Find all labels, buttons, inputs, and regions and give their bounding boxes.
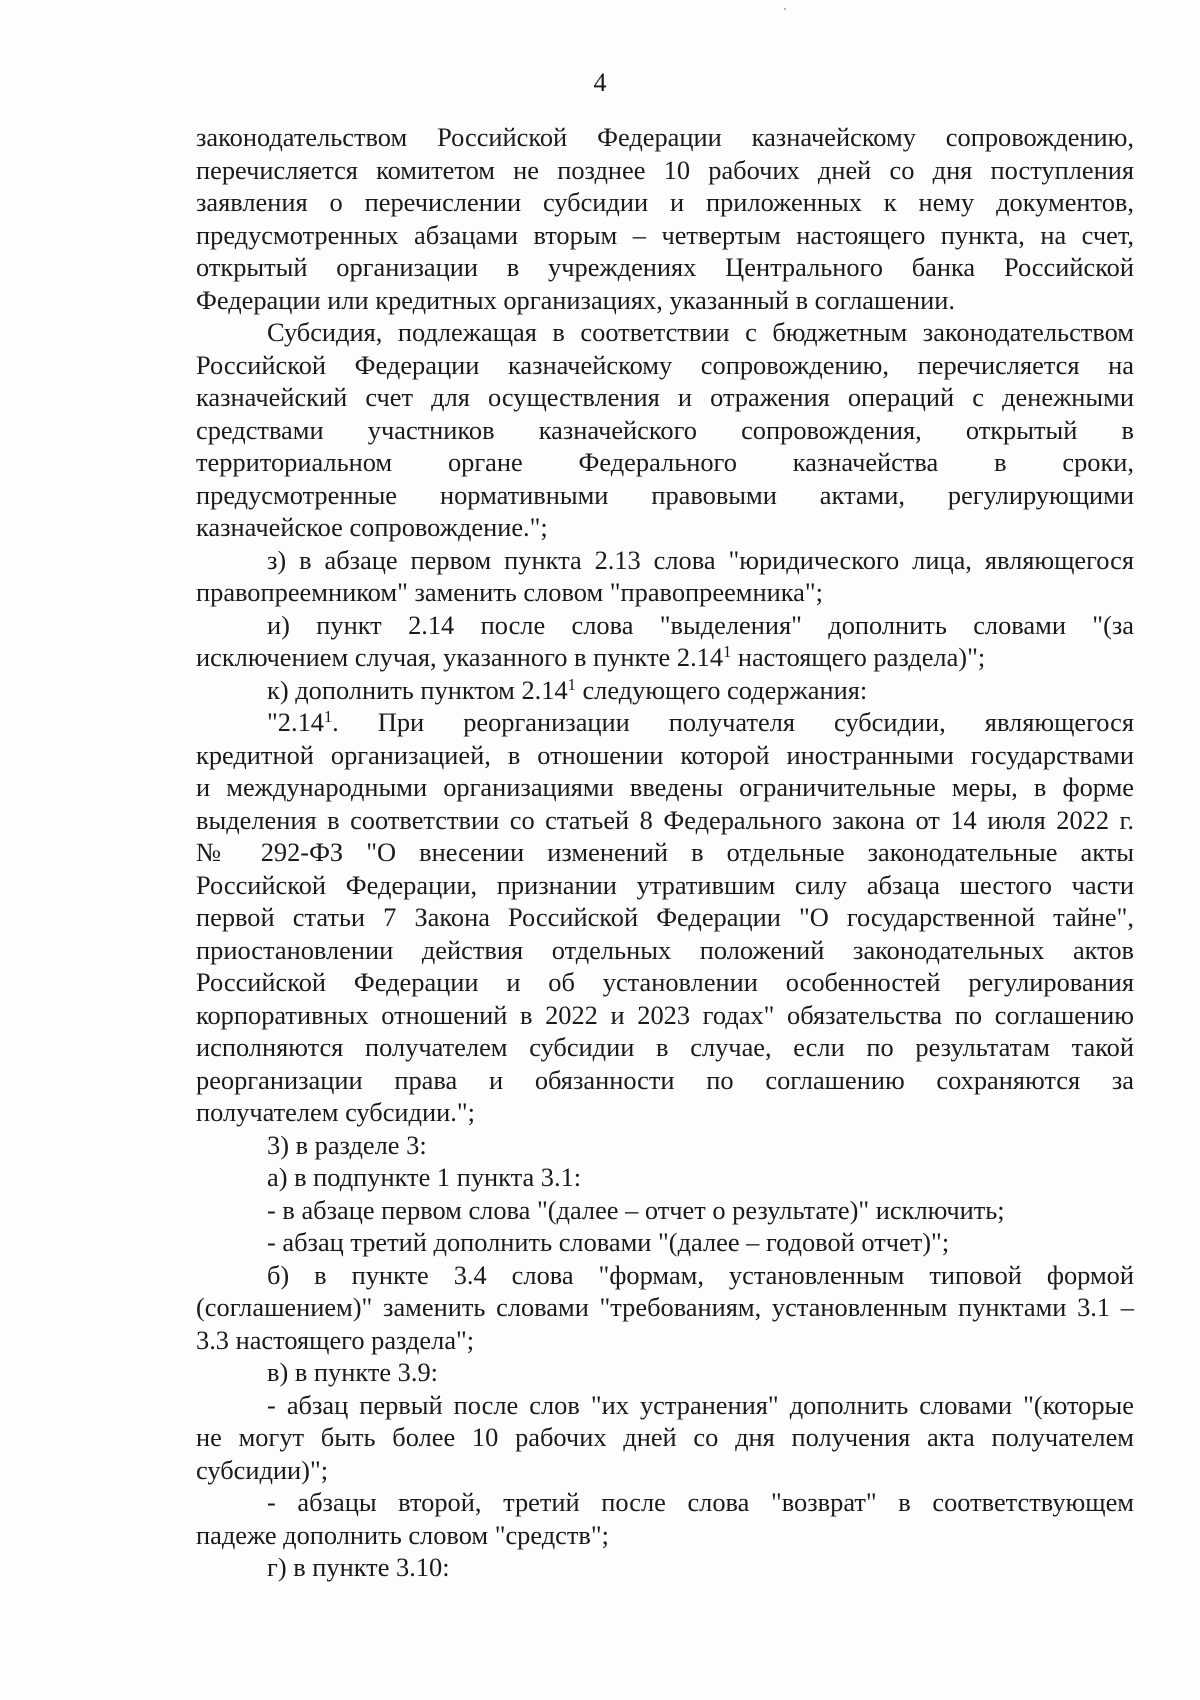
text-line: [196, 544, 1134, 577]
text-line-content: к) дополнить пунктом 2.14: [267, 674, 568, 705]
text-line: [196, 349, 1134, 382]
text-line-content: исключением случая, указанного в пункте 2.14: [196, 642, 724, 672]
text-line: [196, 739, 1134, 772]
text-line-content: падеже дополнить словом "средств";: [196, 1519, 609, 1550]
text-line: [196, 414, 1134, 447]
text-line: [196, 316, 1134, 349]
text-line-content: выделения в соответствии со статьей 8 Федерального закона от 14 июля 2022 г.: [196, 804, 1134, 835]
text-line: [196, 1064, 1134, 1097]
text-line: [196, 1421, 1134, 1454]
text-line-content: казначейское сопровождение.";: [196, 512, 548, 542]
text-line-content: кредитной организацией, в отношении которой иностранными государствами: [196, 739, 1134, 770]
text-line: [196, 836, 1134, 869]
text-line-content: 3.3 настоящего раздела";: [196, 1324, 475, 1355]
text-line-content: законодательством Российской Федерации казначейскому сопровождению,: [196, 122, 1134, 152]
superscript: 1: [323, 707, 333, 726]
text-line: [196, 479, 1134, 512]
text-line: [196, 1356, 1134, 1389]
text-line: [196, 284, 1134, 317]
text-line: [196, 1324, 1134, 1357]
text-line-content: - в абзаце первом слова "(далее – отчет о результате)" исключить;: [267, 1194, 1005, 1225]
text-line: [196, 1389, 1134, 1422]
text-line-content: предусмотренные нормативными правовыми актами, регулирующими: [196, 479, 1134, 510]
text-line-content: субсидии)";: [196, 1454, 329, 1485]
text-line: [196, 446, 1134, 479]
text-line-content: не могут быть более 10 рабочих дней со дня получения акта получателем: [196, 1422, 1134, 1452]
text-line-content: Российской Федерации казначейскому сопровождению, перечисляется на: [196, 349, 1134, 380]
text-line: [196, 1031, 1134, 1064]
text-line: [196, 186, 1134, 219]
text-line: [196, 609, 1134, 642]
text-line: [196, 1454, 1134, 1487]
text-line-content: - абзац третий дополнить словами "(далее – годовой отчет)";: [267, 1227, 950, 1257]
text-line-content: приостановлении действия отдельных положений законодательных актов: [196, 934, 1134, 965]
text-line: [196, 154, 1134, 187]
text-line-content: первой статьи 7 Закона Российской Федерации "О государственной тайне",: [196, 902, 1134, 932]
text-line-continuation: настоящего раздела)";: [731, 642, 986, 672]
text-line-content: исполняются получателем субсидии в случае, если по результатам такой: [196, 1032, 1134, 1062]
text-line: [196, 219, 1134, 252]
superscript: 1: [723, 642, 732, 661]
text-line: [196, 1486, 1134, 1519]
text-line-content: заявления о перечислении субсидии и приложенных к нему документов,: [196, 187, 1134, 217]
text-line: [196, 381, 1134, 414]
text-line-content: средствами участников казначейского сопровождения, открытый в: [196, 414, 1134, 445]
text-line-content: предусмотренных абзацами вторым – четвертым настоящего пункта, на счет,: [196, 219, 1134, 250]
text-line-continuation: . При реорганизации получателя субсидии, являющегося: [332, 707, 1134, 737]
text-line-content: в) в пункте 3.9:: [267, 1357, 438, 1387]
text-line: [196, 1129, 1134, 1162]
text-line-content: а) в подпункте 1 пункта 3.1:: [267, 1162, 582, 1192]
text-line: [196, 999, 1134, 1032]
text-line: [196, 934, 1134, 967]
text-line: [196, 576, 1134, 609]
text-line: [196, 966, 1134, 999]
text-line: [196, 1194, 1134, 1227]
text-line: [196, 1551, 1134, 1584]
text-line-continuation: следующего содержания:: [575, 674, 868, 705]
text-line-content: б) в пункте 3.4 слова "формам, установленным типовой формой: [267, 1259, 1134, 1290]
text-line: [196, 804, 1134, 837]
text-line: [196, 1226, 1134, 1259]
text-line-content: корпоративных отношений в 2022 и 2023 годах" обязательства по соглашению: [196, 999, 1134, 1030]
text-line: [196, 511, 1134, 544]
text-line: [196, 901, 1134, 934]
text-line: [196, 1291, 1134, 1324]
text-line-content: и международными организациями введены ограничительные меры, в форме: [196, 772, 1134, 802]
document-body: [196, 121, 1134, 1584]
text-line-content: правопреемником" заменить словом "правопреемника";: [196, 577, 823, 607]
text-line: [196, 1259, 1134, 1292]
text-line: [196, 674, 1134, 707]
text-line-content: и) пункт 2.14 после слова "выделения" дополнить словами "(за: [267, 609, 1134, 640]
text-line: [196, 641, 1134, 674]
text-line-content: получателем субсидии.";: [196, 1097, 475, 1127]
superscript: 1: [567, 674, 576, 694]
text-line: [196, 869, 1134, 902]
text-line-content: казначейский счет для осуществления и отражения операций с денежными: [196, 382, 1134, 412]
text-line-content: 3) в разделе 3:: [267, 1129, 427, 1160]
text-line-content: открытый организации в учреждениях Центрального банка Российской: [196, 252, 1134, 282]
page-number: 4: [593, 68, 607, 97]
text-line: [196, 1161, 1134, 1194]
text-line-content: № 292-ФЗ "О внесении изменений в отдельные законодательные акты: [196, 837, 1134, 867]
text-line-content: (соглашением)" заменить словами "требованиям, установленным пунктами 3.1 –: [196, 1292, 1134, 1322]
text-line: [196, 771, 1134, 804]
text-line-content: перечисляется комитетом не позднее 10 рабочих дней со дня поступления: [196, 154, 1134, 185]
text-line: [196, 251, 1134, 284]
text-line-content: территориальном органе Федерального казначейства в сроки,: [196, 447, 1134, 477]
text-line-content: Российской Федерации и об установлении особенностей регулирования: [196, 967, 1134, 997]
text-line-content: "2.14: [267, 707, 324, 737]
text-line-content: г) в пункте 3.10:: [267, 1552, 450, 1582]
scan-speck: [784, 8, 786, 10]
text-line-content: - абзац первый после слов "их устранения" дополнить словами "(которые: [267, 1389, 1134, 1420]
text-line-content: - абзацы второй, третий после слова "возврат" в соответствующем: [267, 1487, 1134, 1517]
text-line-content: Субсидия, подлежащая в соответствии с бюджетным законодательством: [267, 317, 1134, 347]
text-line-content: реорганизации права и обязанности по соглашению сохраняются за: [196, 1064, 1134, 1095]
text-line: [196, 706, 1134, 739]
text-line-content: Федерации или кредитных организациях, указанный в соглашении.: [196, 284, 955, 315]
text-line: [196, 121, 1134, 154]
text-line-content: Российской Федерации, признании утратившим силу абзаца шестого части: [196, 869, 1134, 900]
text-line: [196, 1519, 1134, 1552]
text-line: [196, 1096, 1134, 1129]
text-line-content: з) в абзаце первом пункта 2.13 слова "юридического лица, являющегося: [267, 544, 1134, 575]
